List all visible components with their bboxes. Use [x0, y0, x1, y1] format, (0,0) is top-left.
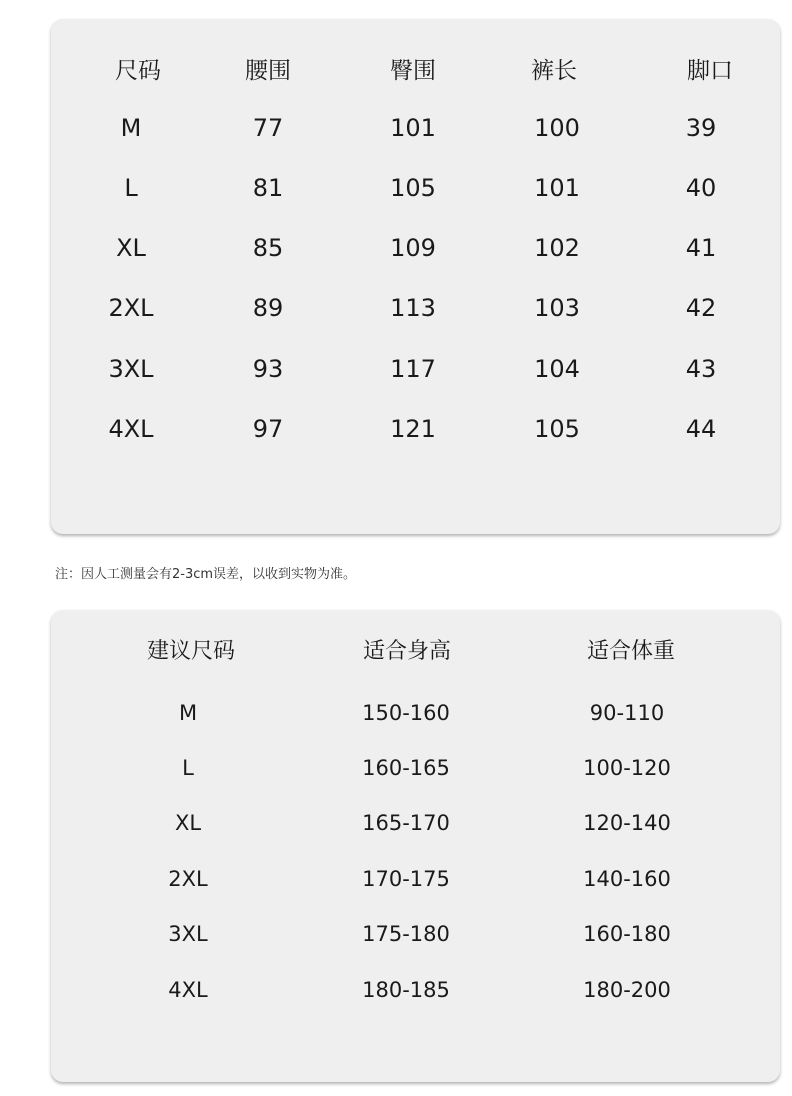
hip-cell: 105 — [390, 174, 436, 202]
size-cell: 4XL — [108, 415, 154, 443]
weight-cell: 100-120 — [583, 756, 671, 780]
height-cell: 175-180 — [362, 922, 450, 946]
waist-cell: 77 — [252, 114, 284, 142]
hem-cell: 42 — [685, 294, 717, 322]
hip-cell: 113 — [390, 294, 436, 322]
waist-cell: 81 — [252, 174, 284, 202]
weight-cell: 90-110 — [589, 701, 665, 725]
waist-cell: 89 — [252, 294, 284, 322]
length-cell: 104 — [534, 355, 580, 383]
header-hem: 脚口 — [687, 58, 733, 84]
height-cell: 150-160 — [362, 701, 450, 725]
hip-cell: 117 — [390, 355, 436, 383]
height-cell: 165-170 — [362, 811, 450, 835]
hem-cell: 43 — [685, 355, 717, 383]
length-cell: 105 — [534, 415, 580, 443]
rec-size-cell: 3XL — [168, 922, 208, 946]
size-recommendation-panel — [51, 610, 780, 1082]
waist-cell: 93 — [252, 355, 284, 383]
hem-cell: 40 — [685, 174, 717, 202]
size-chart-panel — [51, 19, 780, 534]
rec-size-cell: L — [182, 756, 194, 780]
size-cell: L — [124, 174, 138, 202]
weight-cell: 120-140 — [583, 811, 671, 835]
header-waist: 腰围 — [245, 58, 291, 84]
header-recommended-size: 建议尺码 — [146, 639, 236, 664]
rec-size-cell: XL — [174, 811, 202, 835]
length-cell: 103 — [534, 294, 580, 322]
length-cell: 102 — [534, 234, 580, 262]
hip-cell: 121 — [390, 415, 436, 443]
size-cell: 3XL — [108, 355, 154, 383]
hem-cell: 41 — [685, 234, 717, 262]
height-cell: 170-175 — [362, 867, 450, 891]
weight-cell: 140-160 — [583, 867, 671, 891]
hem-cell: 39 — [685, 114, 717, 142]
waist-cell: 85 — [252, 234, 284, 262]
measurement-note: 注：因人工测量会有2-3cm误差，以收到实物为准。 — [55, 567, 357, 582]
header-hip: 臀围 — [390, 58, 436, 84]
hip-cell: 101 — [390, 114, 436, 142]
size-cell: 2XL — [108, 294, 154, 322]
length-cell: 100 — [534, 114, 580, 142]
hem-cell: 44 — [685, 415, 717, 443]
header-size: 尺码 — [115, 58, 161, 84]
hip-cell: 109 — [390, 234, 436, 262]
length-cell: 101 — [534, 174, 580, 202]
waist-cell: 97 — [252, 415, 284, 443]
weight-cell: 180-200 — [583, 978, 671, 1002]
rec-size-cell: 2XL — [168, 867, 208, 891]
size-cell: M — [120, 114, 142, 142]
rec-size-cell: M — [178, 701, 198, 725]
rec-size-cell: 4XL — [168, 978, 208, 1002]
header-height: 适合身高 — [362, 639, 452, 664]
header-weight: 适合体重 — [586, 639, 676, 664]
header-length: 裤长 — [531, 58, 577, 84]
height-cell: 160-165 — [362, 756, 450, 780]
size-cell: XL — [116, 234, 146, 262]
weight-cell: 160-180 — [583, 922, 671, 946]
height-cell: 180-185 — [362, 978, 450, 1002]
